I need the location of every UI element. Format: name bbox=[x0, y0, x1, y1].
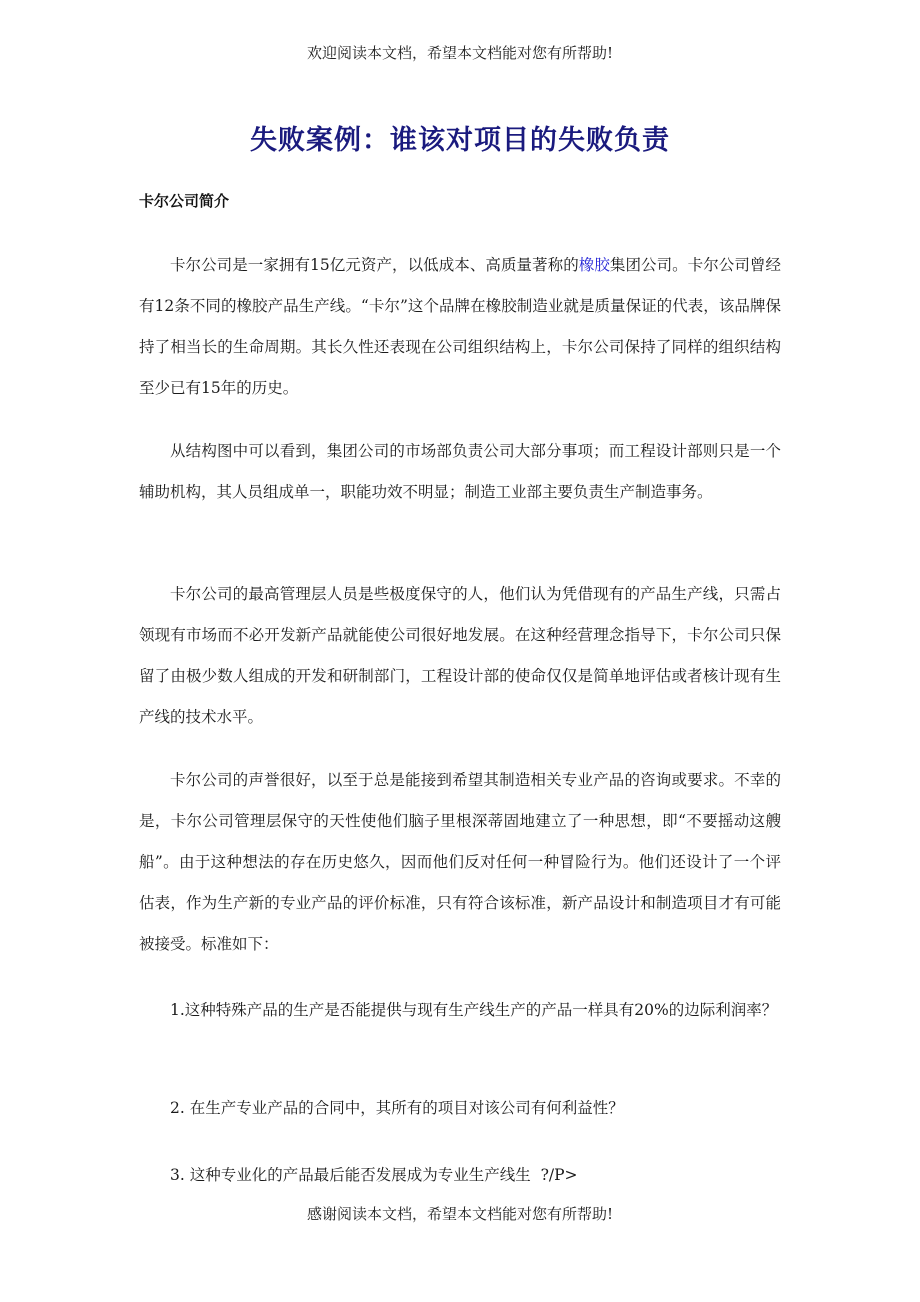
rubber-link[interactable]: 橡胶 bbox=[578, 256, 610, 274]
criterion-2: 2. 在生产专业产品的合同中，其所有的项目对该公司有何利益性？ bbox=[170, 1099, 624, 1117]
section-heading: 卡尔公司简介 bbox=[139, 192, 230, 210]
criterion-1: 1.这种特殊产品的生产是否能提供与现有生产线生产的产品一样具有20%的边际利润率？ bbox=[170, 1001, 778, 1019]
paragraph-text: 集团公司。卡尔公司曾经有12条不同的橡胶产品生产线。“卡尔”这个品牌在橡胶制造业就是质量保证的代表，该品牌保持了相当长的生命周期。其长久性还表现在公司组织结构上，卡尔公司保持了同样的组织结构至少已有15年的历史。 bbox=[139, 256, 781, 397]
document-title: 失败案例：谁该对项目的失败负责 bbox=[250, 125, 670, 156]
paragraph-reputation: 卡尔公司的声誉很好，以至于总是能接到希望其制造相关专业产品的咨询或要求。不幸的是，卡尔公司管理层保守的天性使他们脑子里根深蒂固地建立了一种思想，即“不要摇动这艘船”。由于这种想法的存在历史悠久，因而他们反对任何一种冒险行为。他们还设计了一个评估表，作为生产新的专业产品的评价标准，只有符合该标准，新产品设计和制造项目才有可能被接受。标准如下： bbox=[139, 771, 781, 953]
page-header-welcome: 欢迎阅读本文档，希望本文档能对您有所帮助! bbox=[306, 44, 614, 62]
paragraph-structure: 从结构图中可以看到，集团公司的市场部负责公司大部分事项；而工程设计部则只是一个辅助机构，其人员组成单一，职能功效不明显；制造工业部主要负责生产制造事务。 bbox=[139, 442, 781, 501]
paragraph-management: 卡尔公司的最高管理层人员是些极度保守的人，他们认为凭借现有的产品生产线，只需占领现有市场而不必开发新产品就能使公司很好地发展。在这种经营理念指导下，卡尔公司只保留了由极少数人组成的开发和研制部门，工程设计部的使命仅仅是简单地评估或者核计现有生产线的技术水平。 bbox=[139, 585, 781, 726]
paragraph-text: 卡尔公司是一家拥有15亿元资产，以低成本、高质量著称的 bbox=[170, 256, 579, 274]
criterion-3: 3. 这种专业化的产品最后能否发展成为专业生产线生 ?/P> bbox=[170, 1166, 578, 1184]
page-footer-thanks: 感谢阅读本文档，希望本文档能对您有所帮助! bbox=[306, 1205, 614, 1223]
paragraph-company-intro bbox=[139, 245, 781, 409]
